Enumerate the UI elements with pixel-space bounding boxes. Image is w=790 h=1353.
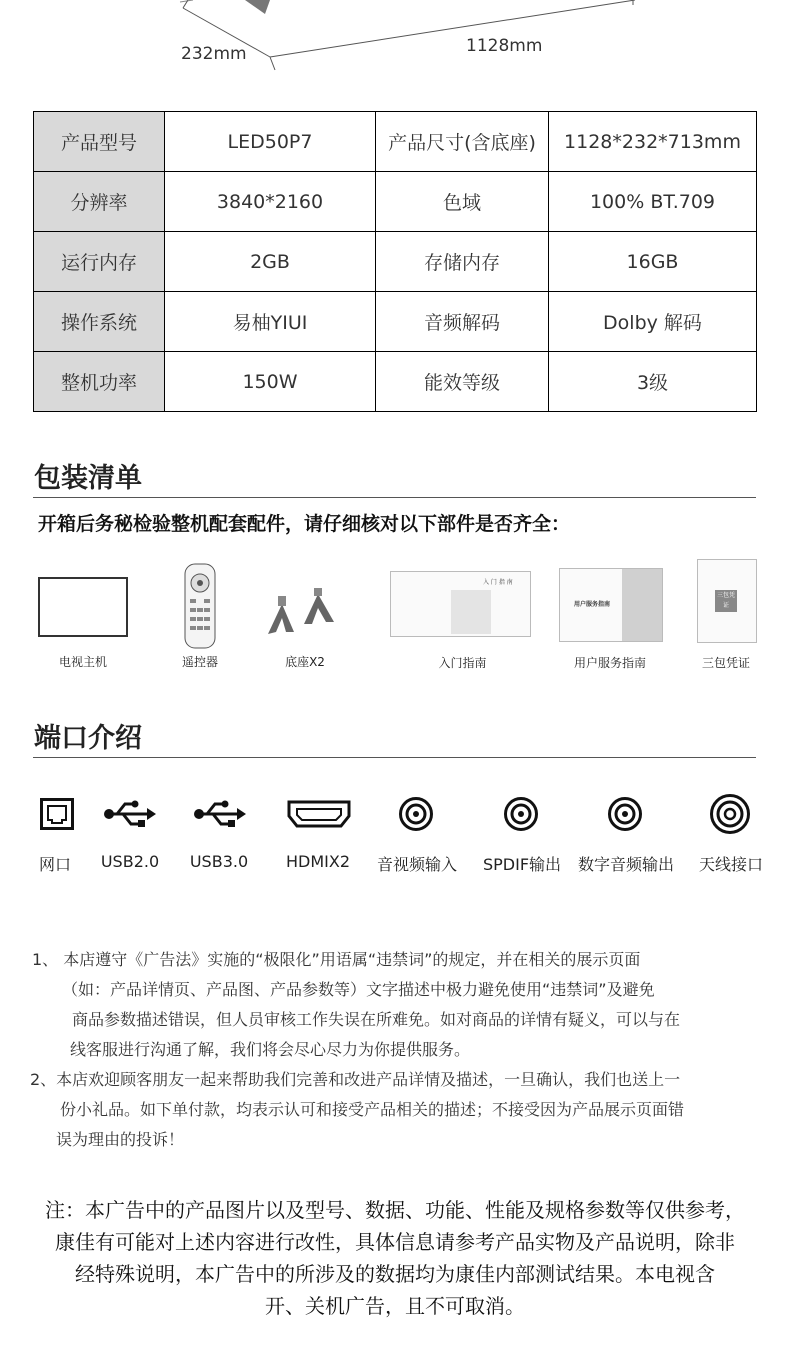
disclaimer-line: 开、关机广告，且不可取消。 <box>265 1294 525 1318</box>
disclaimer-line: 注：本广告中的产品图片以及型号、数据、功能、性能及规格参数等仅供参考， <box>45 1198 745 1222</box>
port-label: 网口 <box>38 855 71 874</box>
port-label: 数字音频输出 <box>577 855 674 874</box>
spec-value: 150W <box>165 352 376 412</box>
ethernet-icon <box>40 798 74 830</box>
spec-key: 整机功率 <box>34 352 165 412</box>
tv-leg-shape <box>245 0 270 14</box>
spec-table <box>33 111 757 412</box>
divider <box>33 497 756 498</box>
spec-value: 16GB <box>549 232 757 292</box>
disclaimer-line: 康佳有可能对上述内容进行改性，具体信息请参考产品实物及产品说明，除非 <box>55 1230 735 1254</box>
package-item-label: 入门指南 <box>438 656 487 670</box>
spec-key: 能效等级 <box>376 352 549 412</box>
note-line: 1、 本店遵守《广告法》实施的“极限化”用语属“违禁词”的规定，并在相关的展示页面 <box>32 950 641 969</box>
note-line: 2、本店欢迎顾客朋友一起来帮助我们完善和改进产品详情及描述，一旦确认，我们也送上一 <box>30 1070 681 1089</box>
port-label: 音视频输入 <box>376 855 457 874</box>
package-item-label: 三包凭证 <box>701 656 750 670</box>
spec-key: 操作系统 <box>34 292 165 352</box>
service-guide-graphic <box>622 569 662 641</box>
package-item-label: 底座X2 <box>285 655 325 669</box>
divider <box>33 757 756 758</box>
package-item-label: 用户服务指南 <box>573 656 646 670</box>
spec-key: 产品型号 <box>34 112 165 172</box>
table-row <box>34 352 757 412</box>
dimension-drawing <box>0 0 790 100</box>
antenna-icon <box>709 793 751 835</box>
spec-value: 易柚YIUI <box>165 292 376 352</box>
table-row <box>34 292 757 352</box>
remote-image <box>184 563 216 649</box>
port-label: HDMIX2 <box>285 852 350 871</box>
warranty-card-image <box>697 559 757 643</box>
spec-key: 产品尺寸(含底座) <box>376 112 549 172</box>
port-label: 天线接口 <box>698 855 763 874</box>
spec-key: 存储内存 <box>376 232 549 292</box>
spec-value: 2GB <box>165 232 376 292</box>
table-row <box>34 172 757 232</box>
stand-image <box>264 588 338 636</box>
table-row <box>34 112 757 172</box>
ports-title: 端口介绍 <box>34 723 142 754</box>
service-guide-image <box>559 568 663 642</box>
spec-value: 100% BT.709 <box>549 172 757 232</box>
spec-value: LED50P7 <box>165 112 376 172</box>
digital-audio-icon <box>607 796 643 832</box>
dimension-lines <box>0 0 790 100</box>
spec-key: 音频解码 <box>376 292 549 352</box>
guide-cover-text: 入 门 指 南 <box>483 579 513 586</box>
spdif-icon <box>503 796 539 832</box>
depth-label: 232mm <box>181 44 247 64</box>
hdmi-icon <box>287 800 351 828</box>
spec-value: 3840*2160 <box>165 172 376 232</box>
spec-value: 3级 <box>549 352 757 412</box>
note-line: （如：产品详情页、产品图、产品参数等）文字描述中极力避免使用“违禁词”及避免 <box>62 980 655 999</box>
port-label: SPDIF输出 <box>482 855 562 874</box>
spec-value: Dolby 解码 <box>549 292 757 352</box>
width-label: 1128mm <box>466 36 543 56</box>
usb-icon <box>103 798 157 830</box>
table-row <box>34 232 757 292</box>
guide-building-graphic <box>451 590 491 634</box>
spec-value: 1128*232*713mm <box>549 112 757 172</box>
note-line: 商品参数描述错误，但人员审核工作失误在所难免。如对商品的详情有疑义，可以与在 <box>72 1010 681 1029</box>
package-item-label: 遥控器 <box>181 655 218 669</box>
port-label: USB3.0 <box>189 852 249 871</box>
spec-key: 色域 <box>376 172 549 232</box>
warranty-cover-text: 三包凭证 <box>715 590 737 612</box>
note-line: 线客服进行沟通了解，我们将会尽心尽力为你提供服务。 <box>70 1040 471 1059</box>
package-subtitle: 开箱后务秘检验整机配套配件，请仔细核对以下部件是否齐全： <box>38 513 571 535</box>
note-line: 误为理由的投诉！ <box>56 1130 185 1149</box>
spec-key: 运行内存 <box>34 232 165 292</box>
tv-unit-image <box>38 577 128 637</box>
disclaimer-line: 经特殊说明，本广告中的所涉及的数据均为康佳内部测试结果。本电视含 <box>75 1262 715 1286</box>
package-title: 包装清单 <box>34 463 142 494</box>
av-input-icon <box>398 796 434 832</box>
port-label: USB2.0 <box>100 852 160 871</box>
usb-icon <box>193 798 247 830</box>
spec-key: 分辨率 <box>34 172 165 232</box>
disclaimer <box>0 1194 790 1322</box>
package-item-label: 电视主机 <box>58 655 107 669</box>
service-cover-text: 用户服务指南 <box>574 601 611 608</box>
guide-booklet-image <box>390 571 531 637</box>
note-line: 份小礼品。如下单付款，均表示认可和接受产品相关的描述；不接受因为产品展示页面错 <box>60 1100 685 1119</box>
